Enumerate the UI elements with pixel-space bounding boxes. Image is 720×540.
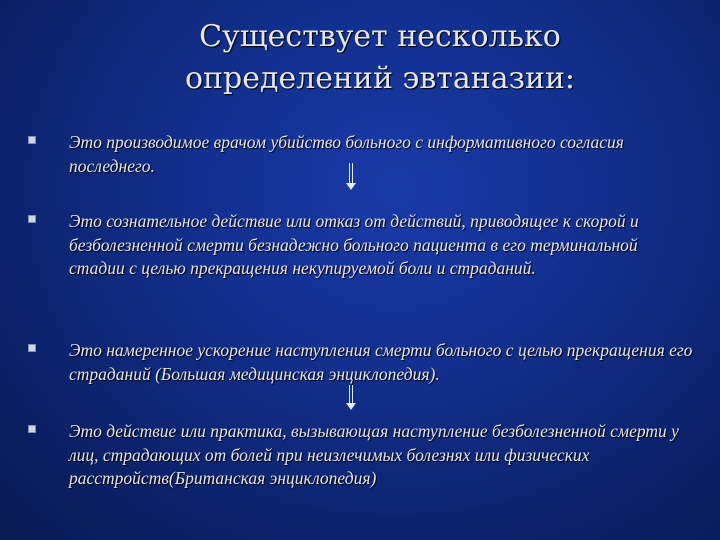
- arrow-shaft: [349, 163, 353, 183]
- definition-text-3: Это намеренное ускорение наступления смерти больного с целью прекращения его страданий (Большая медицинская энциклопедия).: [69, 340, 693, 384]
- definition-text-2: Это сознательное действие или отказ от действий, приводящее к скорой и безболезненной смерти безнадежно больного пациента в его терминальной стадии с целью прекращения некупируемой боли и страданий.: [69, 211, 639, 278]
- square-bullet-icon: [28, 425, 36, 433]
- slide-title: [100, 16, 660, 100]
- title-line-2: определений эвтаназии:: [184, 61, 576, 96]
- square-bullet-icon: [28, 344, 36, 352]
- definition-text-4: Это действие или практика, вызывающая наступление безболезненной смерти у лиц, страдающих от болей при неизлечимых болезнях или физических расстройств(Британская энциклопедия): [69, 421, 679, 488]
- arrow-head: [346, 183, 356, 190]
- arrow-head: [346, 403, 356, 410]
- title-line-1: Существует несколько: [199, 19, 561, 54]
- arrow-shaft: [349, 385, 353, 403]
- square-bullet-icon: [28, 215, 36, 223]
- square-bullet-icon: [28, 136, 36, 144]
- definition-text-1: Это производимое врачом убийство больного с информативного согласия последнего.: [69, 132, 624, 176]
